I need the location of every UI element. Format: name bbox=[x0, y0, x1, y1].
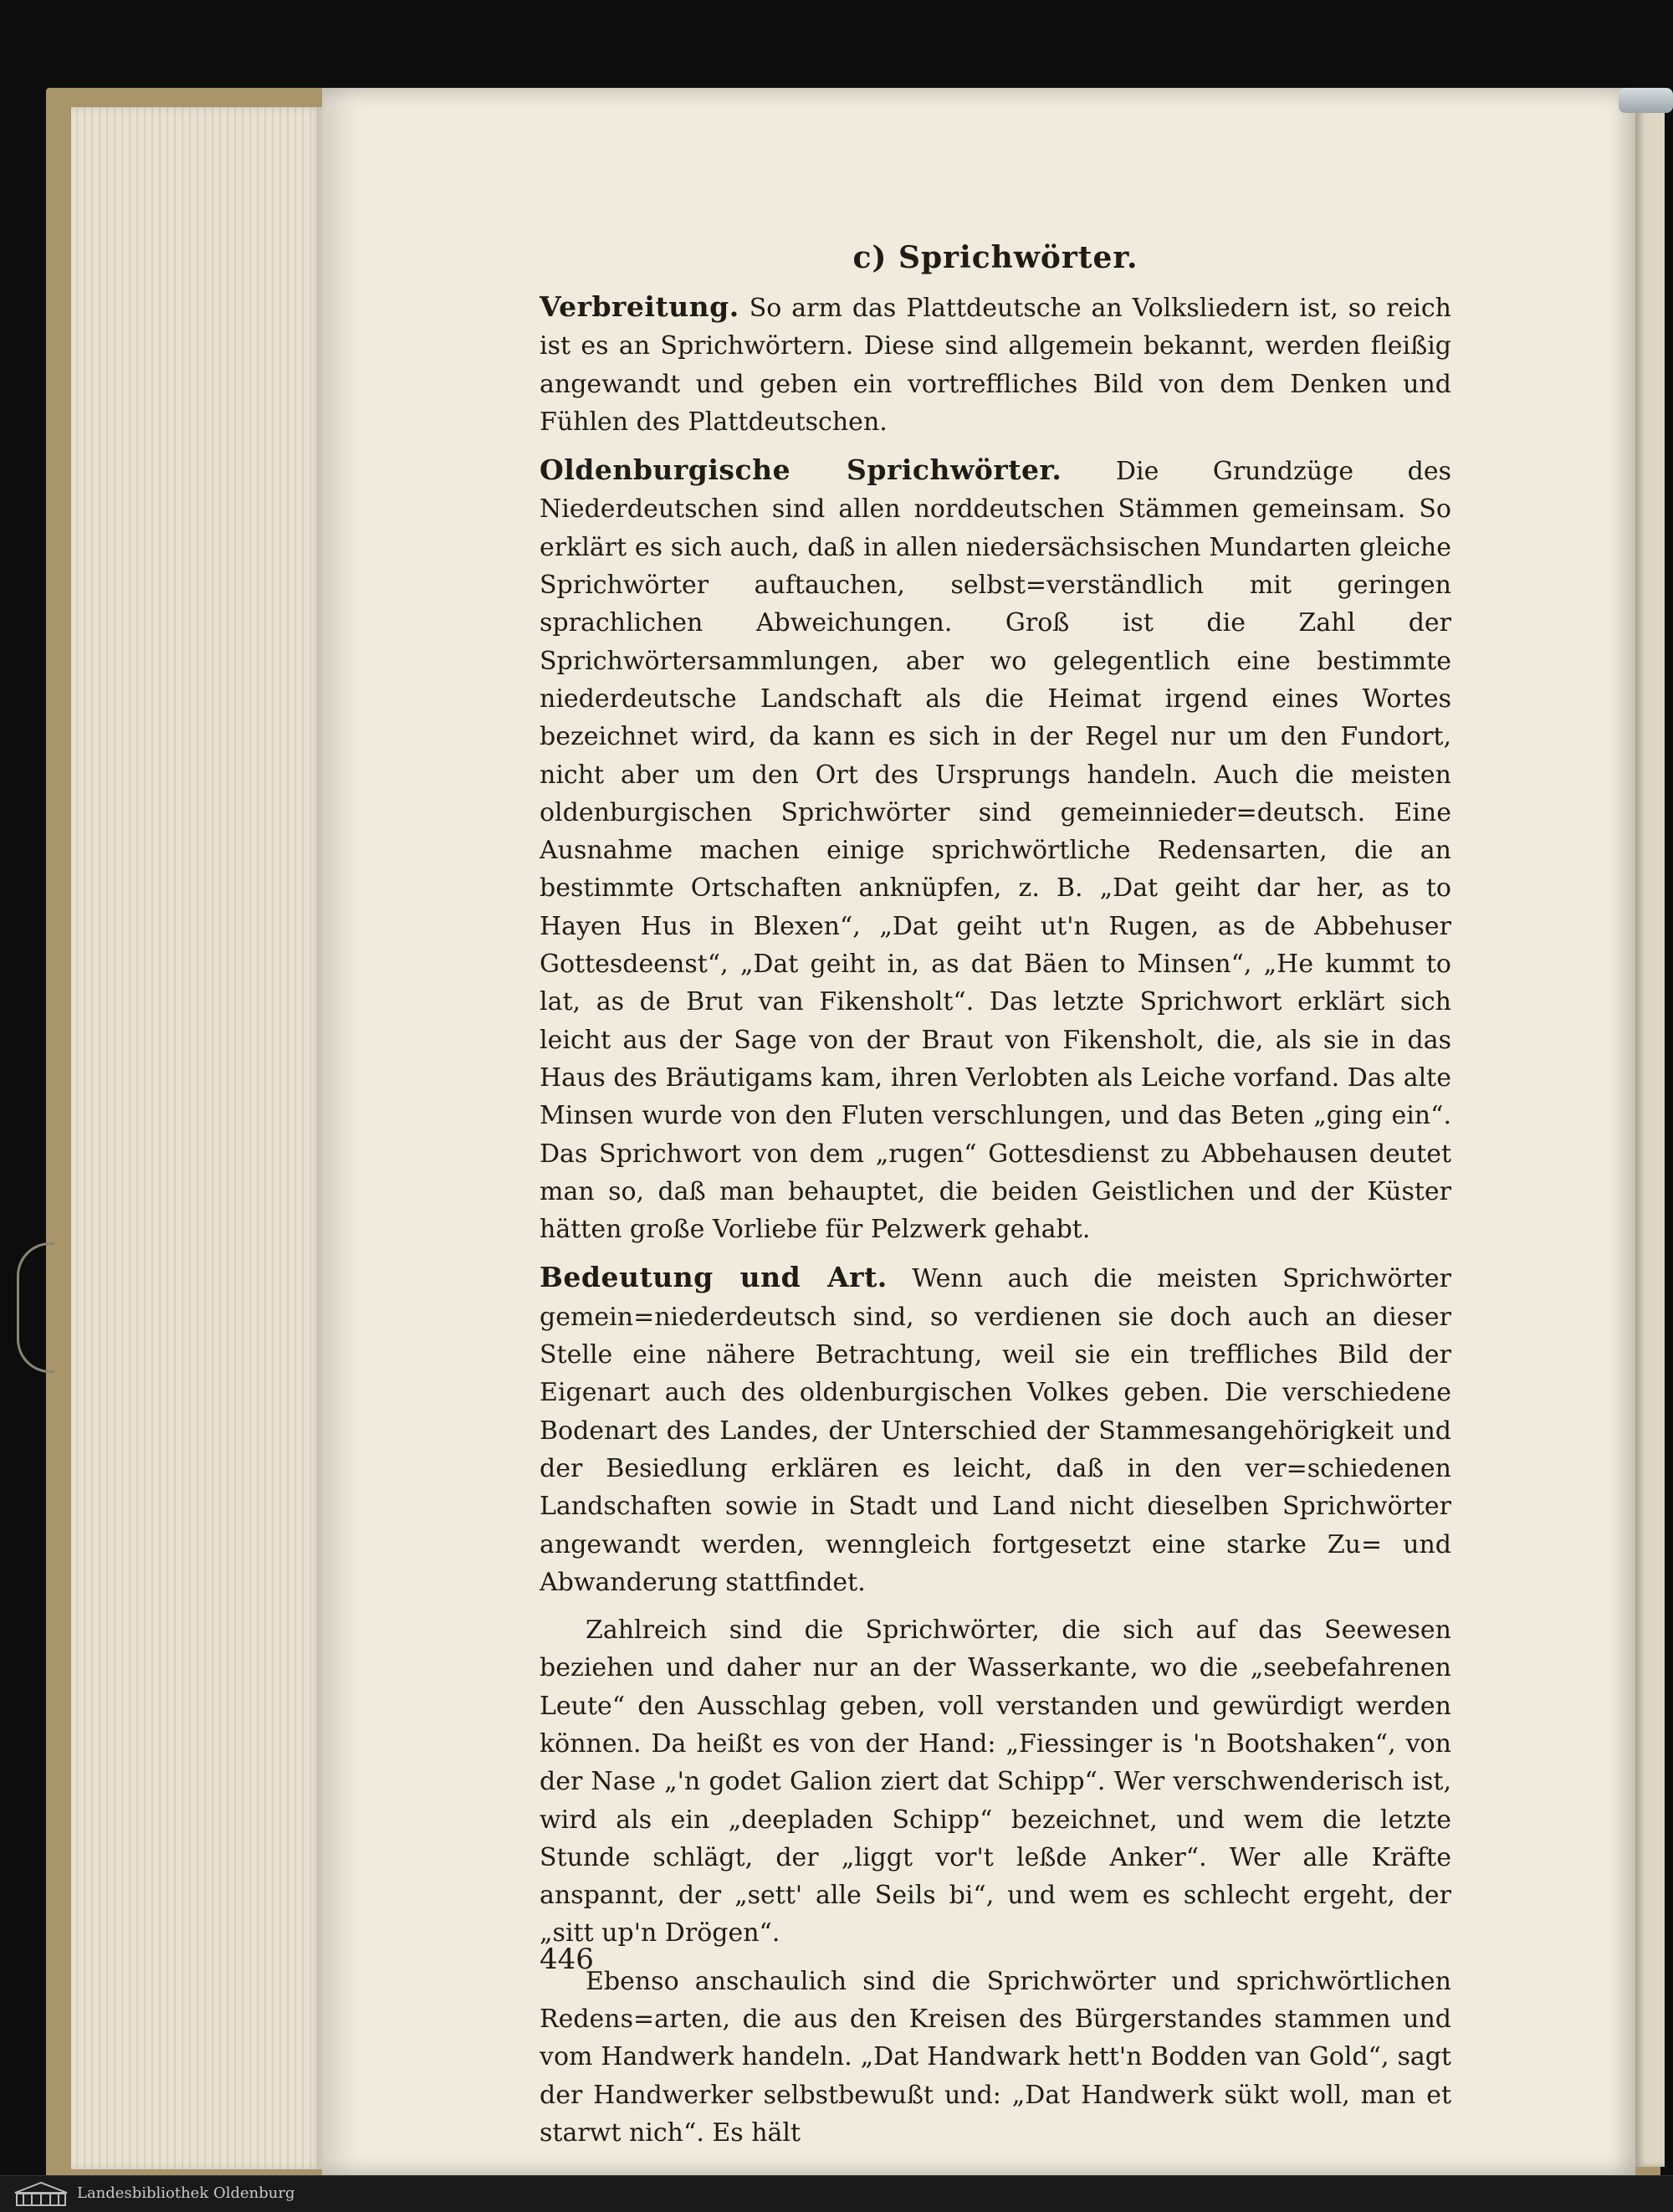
facing-page-edge bbox=[1635, 100, 1665, 2167]
paragraph-text: Wenn auch die meisten Sprichwörter gemein=niederdeutsch sind, so verdienen sie doch auch an dieser Stelle eine nähere Betrachtung, weil sie ein treffliches Bild der Eigenart auch des oldenburgischen Volkes geben. Die verschiedene Bodenart des Landes, der Unterschied der Stammesangehörigkeit und der Besiedlung erklären es leicht, daß in den ver=schiedenen Landschaften sowie in Stadt und Land nicht dieselben Sprichwörter angewandt werden, wenngleich fortgesetzt eine starke Zu= und Abwanderung stattfindet. bbox=[540, 1264, 1452, 1597]
page-edges bbox=[71, 107, 322, 2169]
section-title: c) Sprichwörter. bbox=[852, 240, 1138, 275]
paragraph-text: Zahlreich sind die Sprichwörter, die sich auf das Seewesen beziehen und daher nur an der Wasserkante, wo die „seebefahrenen Leute“ den Ausschlag geben, voll verstanden und gewürdigt werden können. Da heißt es von der Hand: „Fiessinger is 'n Bootshaken“, von der Nase „'n godet Galion ziert dat Schipp“. Wer verschwenderisch ist, wird als ein „deepladen Schipp“ bezeichnet, und wem die letzte Stunde schlägt, der „liggt vor't leßde Anker“. Wer alle Kräfte anspannt, der „sett' alle Seils bi“, und wem es schlecht ergeht, der „sitt up'n Drögen“. bbox=[540, 1615, 1451, 1948]
library-building-icon bbox=[12, 2181, 70, 2208]
bookmark-ribbon bbox=[17, 1242, 54, 1373]
paragraph-verbreitung bbox=[540, 288, 1451, 441]
page-number: 446 bbox=[540, 1943, 594, 1976]
paragraph-seewesen bbox=[540, 1611, 1451, 1953]
paragraph-bedeutung-und-art bbox=[540, 1258, 1451, 1601]
scanner-clip bbox=[1619, 88, 1673, 113]
paragraph-lead: Verbreitung. bbox=[540, 290, 739, 323]
viewer-footer bbox=[0, 2175, 1673, 2212]
library-name[interactable]: Landesbibliothek Oldenburg bbox=[77, 2184, 295, 2202]
page-text bbox=[540, 239, 1451, 2162]
paragraph-lead: Oldenburgische Sprichwörter. bbox=[540, 453, 1062, 487]
paragraph-oldenburgische-sprichwoerter bbox=[540, 451, 1451, 1248]
paragraph-text: Ebenso anschaulich sind die Sprichwörter und sprichwörtlichen Redens=arten, die aus den Kreisen des Bürgerstandes stammen und vom Handwerk handeln. „Dat Handwark hett'n Bodden van Gold“, sagt der Handwerker selbstbewußt und: „Dat Handwerk sükt woll, man et starwt nich“. Es hält bbox=[540, 1966, 1451, 2148]
paragraph-text: Die Grundzüge des Niederdeutschen sind allen norddeutschen Stämmen gemeinsam. So erklärt es sich auch, daß in allen niedersächsischen Mundarten gleiche Sprichwörter auftauchen, selbst=verständlich mit geringen sprachlichen Abweichungen. Groß ist die Zahl der Sprichwörtersammlungen, aber wo gelegentlich eine bestimmte niederdeutsche Landschaft als die Heimat irgend eines Wortes bezeichnet wird, da kann es sich in der Regel nur um den Fundort, nicht aber um den Ort des Ursprungs handeln. Auch die meisten oldenburgischen Sprichwörter sind gemeinnieder=deutsch. Eine Ausnahme machen einige sprichwörtliche Redensarten, die an bestimmte Ortschaften anknüpfen, z. B. „Dat geiht dar her, as to Hayen Hus in Blexen“, „Dat geiht ut'n Rugen, as de Abbehuser Gottesdeenst“, „Dat geiht in, as dat Bäen to Minsen“, „He kummt to lat, as de Brut van Fikensholt“. Das letzte Sprichwort erklärt sich leicht aus der Sage von der Braut von Fikensholt, die, als sie in das Haus des Bräutigams kam, ihren Verlobten als Leiche vorfand. Das alte Minsen wurde von den Fluten verschlungen, und das Beten „ging ein“. Das Sprichwort von dem „rugen“ Gottesdienst zu Abbehausen deutet man so, daß man behauptet, die beiden Geistlichen und der Küster hätten große Vorliebe für Pelzwerk gehabt. bbox=[540, 457, 1451, 1245]
paragraph-lead: Bedeutung und Art. bbox=[540, 1261, 888, 1294]
paragraph-text: So arm das Plattdeutsche an Volksliedern ist, so reich ist es an Sprichwörtern. Diese sind allgemein bekannt, werden fleißig angewandt und geben ein vortreffliches Bild von dem Denken und Fühlen des Plattdeutschen. bbox=[540, 294, 1451, 437]
paragraph-handwerk bbox=[540, 1963, 1451, 2152]
